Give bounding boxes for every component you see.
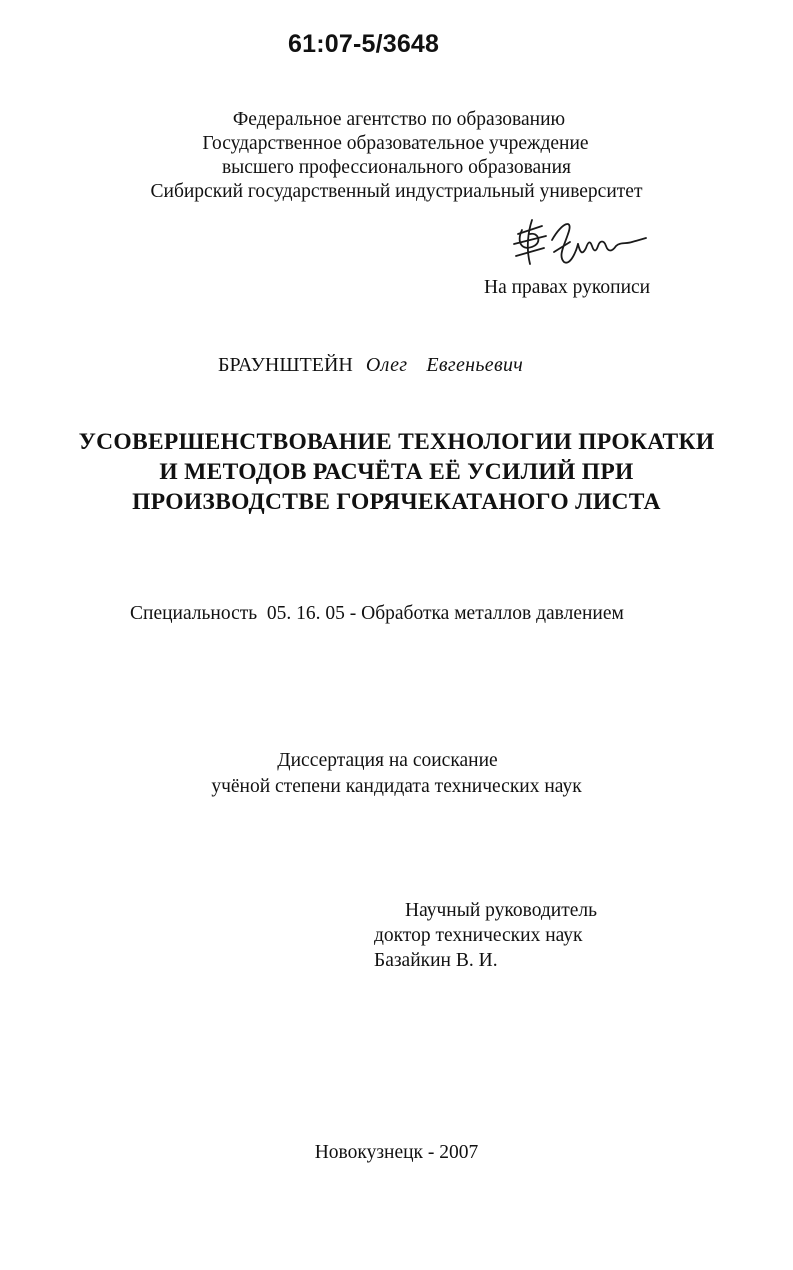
organization-line: Федеральное агентство по образованию	[232, 109, 566, 130]
author-first-name: Олег	[365, 354, 408, 376]
title-line: ПРОИЗВОДСТВЕ ГОРЯЧЕКАТАНОГО ЛИСТА	[132, 489, 661, 515]
title-line: И МЕТОДОВ РАСЧЁТА ЕЁ УСИЛИЙ ПРИ	[159, 459, 634, 485]
author-last-name: БРАУНШТЕЙН	[218, 354, 353, 376]
supervisor-role: Научный руководитель	[405, 900, 598, 921]
organization-line: высшего профессионального образования	[221, 157, 572, 178]
title-line: УСОВЕРШЕНСТВОВАНИЕ ТЕХНОЛОГИИ ПРОКАТКИ	[78, 429, 715, 455]
supervisor-degree: доктор технических наук	[374, 925, 583, 946]
catalog-code: 61:07-5/3648	[288, 30, 440, 58]
author-name	[218, 354, 523, 377]
city-year: Новокузнецк - 2007	[314, 1142, 479, 1163]
signature	[508, 212, 658, 274]
organization-line: Сибирский государственный индустриальный университет	[150, 181, 643, 202]
degree-line: учёной степени кандидата технических наук	[211, 776, 582, 797]
specialty: Специальность 05. 16. 05 - Обработка металлов давлением	[130, 603, 624, 624]
supervisor-name: Базайкин В. И.	[374, 950, 498, 971]
dissertation-degree	[0, 748, 793, 800]
organization-line: Государственное образовательное учреждение	[202, 133, 589, 154]
author-patronymic: Евгеньевич	[426, 354, 524, 376]
organization-block	[0, 108, 793, 204]
degree-line: Диссертация на соискание	[277, 750, 498, 771]
dissertation-title	[0, 427, 793, 517]
manuscript-note: На правах рукописи	[484, 277, 651, 298]
